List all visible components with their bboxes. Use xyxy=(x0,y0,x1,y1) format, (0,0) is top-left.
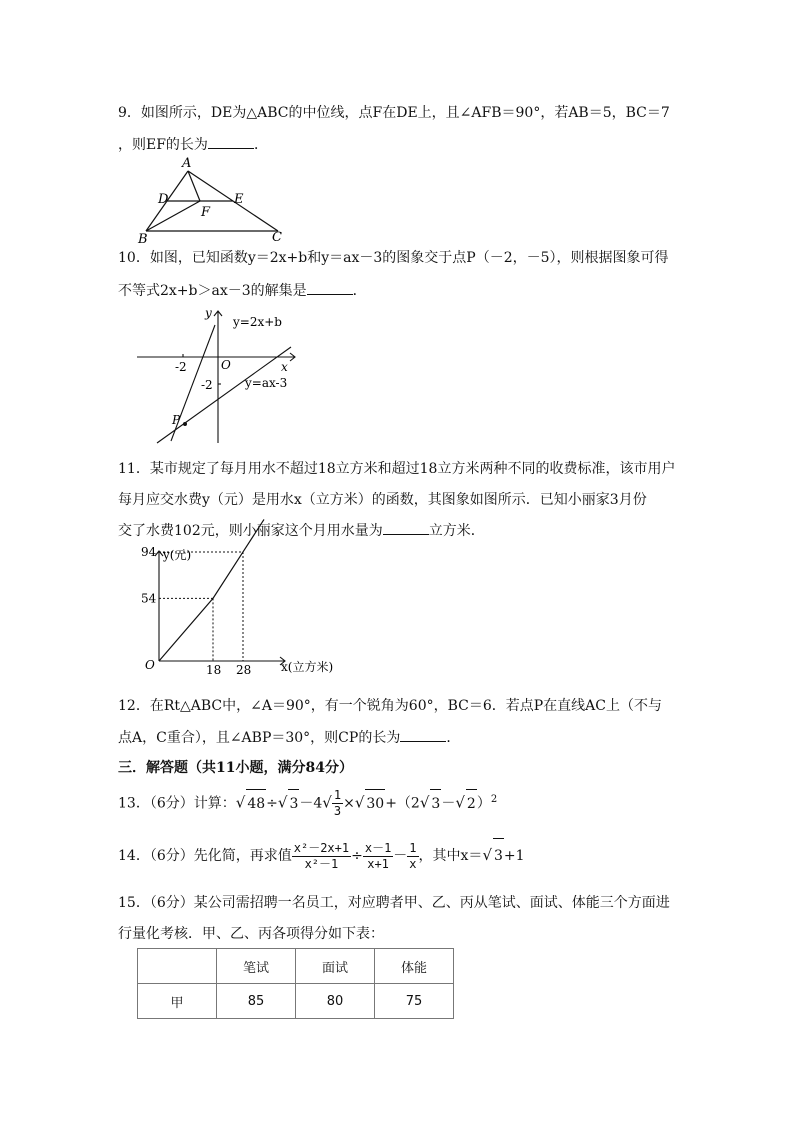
q10-line1: 10．如图，已知函数y＝2x+b和y＝ax－3的图象交于点P（－2，－5），则根据图象可得 xyxy=(118,250,669,266)
x-tick-18: 18 xyxy=(206,663,222,677)
label-A: A xyxy=(182,156,192,171)
score-table xyxy=(137,948,454,1019)
point-P xyxy=(183,422,187,426)
line2-label: y=ax-3 xyxy=(245,376,288,390)
q9-line2: ，则EF的长为 ． xyxy=(118,134,268,155)
q15-line2: 行量化考核．甲、乙、丙各项得分如下表： xyxy=(118,926,384,942)
table-row: 甲 85 80 75 xyxy=(138,984,454,1019)
q9-answer-blank[interactable] xyxy=(208,134,254,149)
x-axis-label: x xyxy=(281,360,288,374)
section3-title: 三．解答题（共11小题，满分84分） xyxy=(118,760,353,776)
y-tick-54: 54 xyxy=(141,591,157,606)
y-axis-label: y(元) xyxy=(163,548,192,562)
q11-water-chart xyxy=(135,545,365,680)
q10-answer-blank[interactable] xyxy=(307,280,353,295)
tick-x-neg2: -2 xyxy=(175,360,187,374)
tick-y-neg2: -2 xyxy=(201,378,213,392)
point-P-label: P xyxy=(172,413,181,427)
x-tick-28: 28 xyxy=(236,663,252,677)
q9-line1: 9．如图所示，DE为△ABC的中位线，点F在DE上，且∠AFB＝90°，若AB＝5，BC＝7 xyxy=(118,105,670,121)
q12-line2: 点A，C重合），且∠ABP＝30°，则CP的长为 ． xyxy=(118,727,460,748)
origin-label: O xyxy=(221,358,231,372)
q11-line1: 11．某市规定了每月用水不超过18立方米和超过18立方米两种不同的收费标准，该市用户 xyxy=(118,461,676,477)
y-tick-94: 94 xyxy=(141,544,157,559)
label-E: E xyxy=(234,192,244,207)
label-C: C xyxy=(272,230,282,245)
table-header-row: 笔试 面试 体能 xyxy=(138,949,454,984)
q12-line1: 12．在Rt△ABC中，∠A＝90°，有一个锐角为60°，BC＝6．若点P在直线AC上（不与 xyxy=(118,698,663,714)
q10-graph-figure xyxy=(135,305,305,445)
line1-label: y=2x+b xyxy=(233,315,282,329)
label-B: B xyxy=(138,232,148,247)
q10-line2: 不等式2x+b＞ax－3的解集是 ． xyxy=(118,280,367,301)
y-axis-label: y xyxy=(205,306,212,320)
label-F: F xyxy=(201,205,211,220)
x-axis-label: x(立方米) xyxy=(281,660,334,674)
q14-line: 14．（6分）先化简，再求值 $\frac{\text{x²－2x+1}}{\text{x²－1}}$ ÷ $\frac{x-1}{x+1}$ － $\frac{1}{x}$ ，其中x＝√ 3+1 xyxy=(118,838,525,873)
q11-line2: 每月应交水费y（元）是用水x（立方米）的函数，其图象如图所示．已知小丽家3月份 xyxy=(118,492,647,508)
q13-line: 13．（6分）计算：√ 48÷√ 3－4√ $\frac{1}{3}$ ×√ 30+（2√ 3－√ 2）$^2$ xyxy=(118,788,498,819)
q9-triangle-figure xyxy=(130,155,290,245)
q15-line1: 15．（6分）某公司需招聘一名员工，对应聘者甲、乙、丙从笔试、面试、体能三个方面进 xyxy=(118,895,670,911)
origin-label: O xyxy=(145,658,155,672)
q12-answer-blank[interactable] xyxy=(400,727,446,742)
q11-line3: 交了水费102元，则小丽家这个月用水量为 立方米． xyxy=(118,520,485,541)
q11-answer-blank[interactable] xyxy=(383,520,429,535)
label-D: D xyxy=(158,192,169,207)
